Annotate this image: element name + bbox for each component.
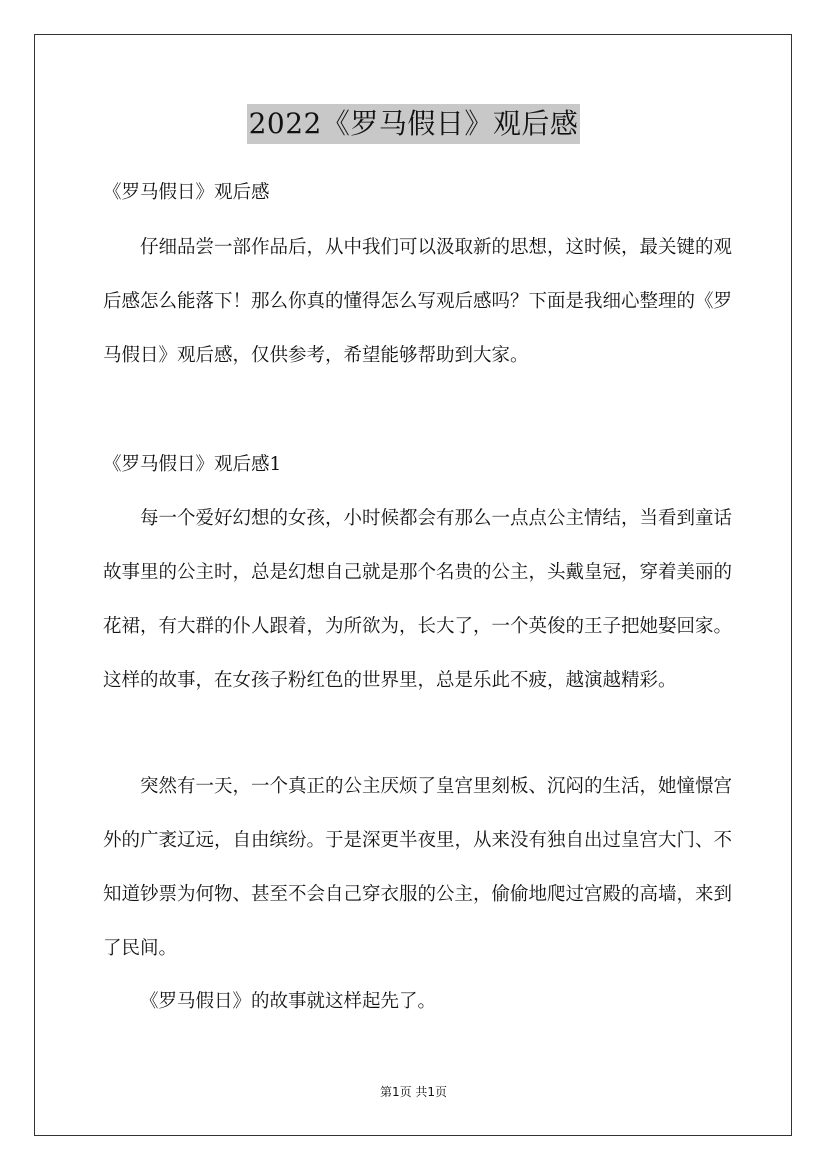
- intro-heading: 《罗马假日》观后感: [103, 182, 270, 203]
- document-title-text: 2022《罗马假日》观后感: [247, 104, 581, 144]
- document-title: [0, 103, 827, 144]
- page-number: 第1页 共1页: [379, 1085, 448, 1099]
- section-1-paragraph: 《罗马假日》的故事就这样起先了。: [140, 991, 437, 1012]
- section-1-paragraph: 每一个爱好幻想的女孩，小时候都会有那么一点点公主情结，当看到童话故事里的公主时，总是幻想自己就是那个名贵的公主，头戴皇冠，穿着美丽的花裙，有大群的仆人跟着，为所欲为，长大了，一个英俊的王子把她娶回家。这样的故事，在女孩子粉红色的世界里，总是乐此不疲，越演越精彩。: [103, 508, 733, 691]
- page-footer: [0, 1084, 827, 1100]
- section-1-heading: 《罗马假日》观后感1: [103, 454, 282, 475]
- section-1-paragraph: 突然有一天，一个真正的公主厌烦了皇宫里刻板、沉闷的生活，她憧憬宫外的广袤辽远，自由缤纷。于是深更半夜里，从来没有独自出过皇宫大门、不知道钞票为何物、甚至不会自己穿衣服的公主，偷偷地爬过宫殿的高墙，来到了民间。: [103, 776, 733, 959]
- intro-paragraph: 仔细品尝一部作品后，从中我们可以汲取新的思想，这时候，最关键的观后感怎么能落下！那么你真的懂得怎么写观后感吗？下面是我细心整理的《罗马假日》观后感，仅供参考，希望能够帮助到大家。: [103, 237, 733, 366]
